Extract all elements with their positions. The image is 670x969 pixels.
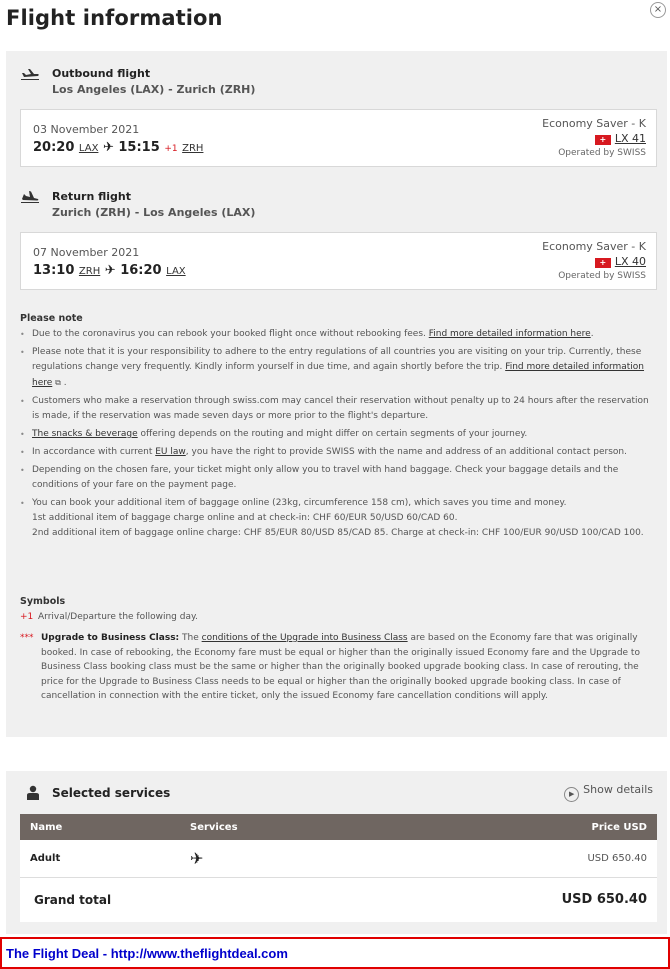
page-title: Flight information bbox=[6, 6, 223, 30]
external-link-icon: ⧉ bbox=[55, 378, 61, 387]
eu-law-link[interactable]: EU law bbox=[155, 447, 186, 457]
day-offset: +1 bbox=[164, 144, 178, 154]
symbol-row: +1 Arrival/Departure the following day. bbox=[20, 610, 650, 625]
outbound-times bbox=[33, 140, 203, 155]
outbound-flight-link[interactable] bbox=[595, 132, 646, 145]
flight-service-icon: ✈ bbox=[180, 840, 362, 877]
outbound-flight-no[interactable]: LX 41 bbox=[614, 132, 646, 145]
list-item: • Due to the coronavirus you can rebook your booked flight once without rebooking fees. Find more detailed information here. bbox=[20, 327, 650, 342]
outbound-route: Los Angeles (LAX) - Zurich (ZRH) bbox=[52, 83, 256, 96]
return-flight-link[interactable] bbox=[595, 255, 646, 268]
outbound-dep-time: 20:20 bbox=[33, 140, 75, 155]
list-item: • In accordance with current EU law, you have the right to provide SWISS with the name and address of an additional contact person. bbox=[20, 445, 650, 460]
swiss-flag-icon: + bbox=[595, 135, 611, 145]
return-arr-code[interactable]: LAX bbox=[166, 266, 186, 277]
return-arr-time: 16:20 bbox=[120, 263, 162, 278]
services-table bbox=[20, 814, 657, 922]
swiss-flag-icon: + bbox=[595, 258, 611, 268]
col-name: Name bbox=[20, 814, 180, 840]
outbound-fare: Economy Saver - K bbox=[542, 117, 646, 130]
show-details-button[interactable]: ▶ Show details bbox=[564, 783, 653, 802]
list-item: • Please note that it is your responsibility to adhere to the entry regulations of all countries you are visiting on your trip. Currently, these regulations change very frequently. Kindly inform yourself in due time, and again shortly before the trip. Find more detailed information here ⧉ . bbox=[20, 345, 650, 391]
return-title: Return flight bbox=[52, 190, 131, 203]
passenger-type: Adult bbox=[20, 840, 180, 877]
outbound-date: 03 November 2021 bbox=[33, 123, 140, 136]
plane-arrow-icon: ✈ bbox=[102, 140, 114, 155]
please-note-title: Please note bbox=[20, 313, 83, 324]
return-times bbox=[33, 263, 186, 278]
list-item: • Customers who make a reservation through swiss.com may cancel their reservation without penalty up to 24 hours after the reservation is made, if the reservation was made seven days or more prior to the flight's departure. bbox=[20, 394, 650, 424]
list-item: • You can book your additional item of baggage online (23kg, circumference 158 cm), which saves you time and money. 1st additional item of baggage charge online and at check-in: CHF 60/EUR 50/USD 60/CAD 60. 2nd additional item of baggage online charge: CHF 85/EUR 80/USD 85/CAD 85. Charge at check-in: CHF 100/EUR 90/USD 100/CAD 100. bbox=[20, 496, 650, 541]
flight-deal-banner bbox=[0, 937, 670, 969]
plane-arrow-icon: ✈ bbox=[104, 263, 116, 278]
upgrade-symbol-row: *** Upgrade to Business Class: The conditions of the Upgrade into Business Class are based on the Economy fare that was originally booked. In case of rebooking, the Economy fare must be equal or higher than the originally issued Economy fare and the Upgrade to Business Class booking class must be the same or higher than the originally booked upgrade booking class. In case of rerouting, the price for the Upgrade to Business Class needs to be equal or higher than the originally booked upgrade booking class. In case of cancellation in connection with the entire ticket, only the issued Economy fare cancellation conditions will apply. bbox=[20, 633, 640, 701]
return-route: Zurich (ZRH) - Los Angeles (LAX) bbox=[52, 206, 256, 219]
departure-plane-icon bbox=[20, 67, 40, 81]
return-date: 07 November 2021 bbox=[33, 246, 140, 259]
list-item: • The snacks & beverage offering depends on the routing and might differ on certain segments of your journey. bbox=[20, 427, 650, 442]
play-icon: ▶ bbox=[564, 787, 579, 802]
outbound-arr-time: 15:15 bbox=[118, 140, 160, 155]
symbols-title: Symbols bbox=[20, 596, 66, 607]
row-price: USD 650.40 bbox=[362, 840, 657, 877]
table-header bbox=[20, 814, 657, 840]
flight-info-panel bbox=[6, 51, 667, 737]
return-flight-no[interactable]: LX 40 bbox=[614, 255, 646, 268]
outbound-dep-code[interactable]: LAX bbox=[78, 143, 99, 154]
return-dep-time: 13:10 bbox=[33, 263, 75, 278]
upgrade-symbol: *** bbox=[20, 633, 34, 643]
entry-regulations-link[interactable]: Find more detailed information here bbox=[32, 362, 645, 388]
upgrade-conditions-link[interactable]: conditions of the Upgrade into Business Class bbox=[201, 633, 408, 643]
return-flight-card bbox=[20, 232, 657, 290]
return-dep-code[interactable]: ZRH bbox=[78, 266, 101, 277]
outbound-title: Outbound flight bbox=[52, 67, 151, 80]
grand-total-row bbox=[20, 877, 657, 922]
day-offset-symbol: +1 bbox=[20, 612, 34, 622]
return-fare: Economy Saver - K bbox=[542, 240, 646, 253]
grand-total-label: Grand total bbox=[34, 892, 112, 907]
selected-services-panel bbox=[6, 771, 667, 934]
notes-list bbox=[20, 327, 650, 544]
services-title: Selected services bbox=[52, 786, 171, 800]
col-price: Price USD bbox=[362, 814, 657, 840]
close-button[interactable] bbox=[650, 2, 666, 18]
outbound-operated: Operated by SWISS bbox=[558, 148, 646, 158]
table-row bbox=[20, 840, 657, 877]
grand-total-value: USD 650.40 bbox=[561, 892, 647, 908]
user-icon bbox=[26, 785, 40, 800]
snacks-beverage-link[interactable]: The snacks & beverage bbox=[32, 429, 138, 439]
list-item: • Depending on the chosen fare, your ticket might only allow you to travel with hand baggage. Check your baggage details and the conditions of your fare on the payment page. bbox=[20, 463, 650, 493]
rebook-info-link[interactable]: Find more detailed information here bbox=[428, 329, 591, 339]
col-services: Services bbox=[180, 814, 362, 840]
outbound-flight-card bbox=[20, 109, 657, 167]
close-icon: × bbox=[653, 4, 663, 15]
outbound-arr-code[interactable]: ZRH bbox=[182, 143, 204, 154]
return-operated: Operated by SWISS bbox=[558, 271, 646, 281]
banner-text: The Flight Deal - http://www.theflightdeal.com bbox=[6, 946, 288, 961]
arrival-plane-icon bbox=[20, 190, 40, 204]
